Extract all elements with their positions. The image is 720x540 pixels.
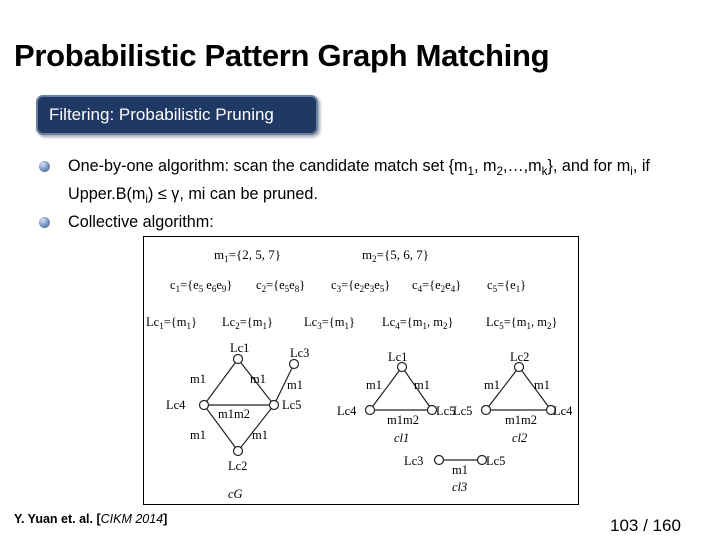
bullet-collective [39, 211, 669, 234]
cut-c4: $c_4=\{e_2e_4\}$ [412, 278, 462, 294]
lc-set-3: $Lc_3=\{m_1\}$ [304, 315, 355, 331]
section-label-box [36, 95, 318, 135]
node-label: Lc2 [510, 350, 530, 364]
graph-caption: cl3 [452, 480, 468, 494]
subscript: i [145, 193, 148, 207]
edge-label: m1 [366, 378, 382, 392]
section-label: Filtering: Probabilistic Pruning [49, 105, 274, 124]
edge [204, 359, 238, 405]
set-m2: $m_2=\{5$, 6, 7} [362, 247, 429, 264]
node [366, 406, 375, 415]
node-label: Lc3 [404, 454, 424, 468]
edge-label: m1 [190, 372, 206, 386]
edge-label: m1 [534, 378, 550, 392]
bullet-list [39, 155, 669, 234]
bullet-dot-icon [39, 217, 50, 228]
node [482, 406, 491, 415]
node-label: Lc1 [388, 350, 408, 364]
bullet-dot-icon [39, 161, 50, 172]
node [234, 447, 243, 456]
bullet-text: One-by-one algorithm: scan the candidate match set {$m_1$, $m_2,\dots,m_k$}, and for $m_i$, if $Upper.B(m_i) \le \gamma$, mi can be pruned. [68, 157, 650, 207]
graph-caption: cG [228, 487, 243, 501]
subscript: 2 [496, 165, 503, 179]
node-label: Lc1 [230, 341, 250, 355]
bullet-one-by-one [39, 155, 669, 211]
bullet-text: Collective algorithm: [68, 213, 214, 232]
lc-set-1: $Lc_1=\{m_1\}$ [146, 315, 197, 331]
node-label: Lc5 [453, 404, 473, 418]
node [270, 401, 279, 410]
cut-c3: $c_3=\{e_2e_3e_5\}$ [331, 278, 391, 294]
subscript: k [541, 165, 548, 179]
node-label: Lc5 [282, 398, 302, 412]
subscript: i [630, 165, 633, 179]
graph-caption: cl2 [512, 431, 528, 445]
node-label: Lc4 [166, 398, 186, 412]
graph-caption: cl1 [394, 431, 410, 445]
node-label: Lc4 [553, 404, 573, 418]
lc-set-4: $Lc_4=\{m_1$, $m_2$} [382, 315, 454, 331]
collective-algorithm-figure [143, 236, 579, 505]
subscript: 1 [467, 165, 474, 179]
node [200, 401, 209, 410]
edge-label: m1 [190, 428, 206, 442]
node [435, 456, 444, 465]
edge-label: m1 [250, 372, 266, 386]
node [234, 355, 243, 364]
cut-c2: $c_2=\{e_5e_8\}$ [256, 278, 306, 294]
set-m1: $m_1=\{2$, 5, 7} [214, 247, 281, 264]
edge-label: m1 [414, 378, 430, 392]
page-number: 103 / 160 [610, 516, 681, 535]
citation [14, 512, 167, 526]
figure-canvas [144, 237, 578, 504]
cut-c5: $c_5=\{e_1\}$ [487, 278, 527, 294]
node-label: Lc2 [228, 459, 248, 473]
node-label: Lc5 [486, 454, 506, 468]
slide-title: Probabilistic Pattern Graph Matching [14, 38, 550, 73]
node-label: Lc5 [436, 404, 456, 418]
citation-text: Y. Yuan et. al. [CIKM 2014] [14, 512, 168, 526]
edge-label: m1 [252, 428, 268, 442]
lc-set-2: $Lc_2=\{m_1\}$ [222, 315, 273, 331]
edge-label: m1 [484, 378, 500, 392]
node [290, 360, 299, 369]
edge-label: m1 [287, 378, 303, 392]
node-label: Lc3 [290, 346, 310, 360]
graph-cg [204, 359, 294, 451]
edge-label: m1m2 [387, 413, 419, 427]
edge-label: m1m2 [505, 413, 537, 427]
cut-c1: $c_1=\{e_5$ $e_6e_9$} [170, 278, 233, 294]
edge-label: m1m2 [218, 407, 250, 421]
node-label: Lc4 [337, 404, 357, 418]
lc-set-5: $Lc_5=\{m_1$, $m_2$} [486, 315, 558, 331]
edge-label: m1 [452, 463, 468, 477]
